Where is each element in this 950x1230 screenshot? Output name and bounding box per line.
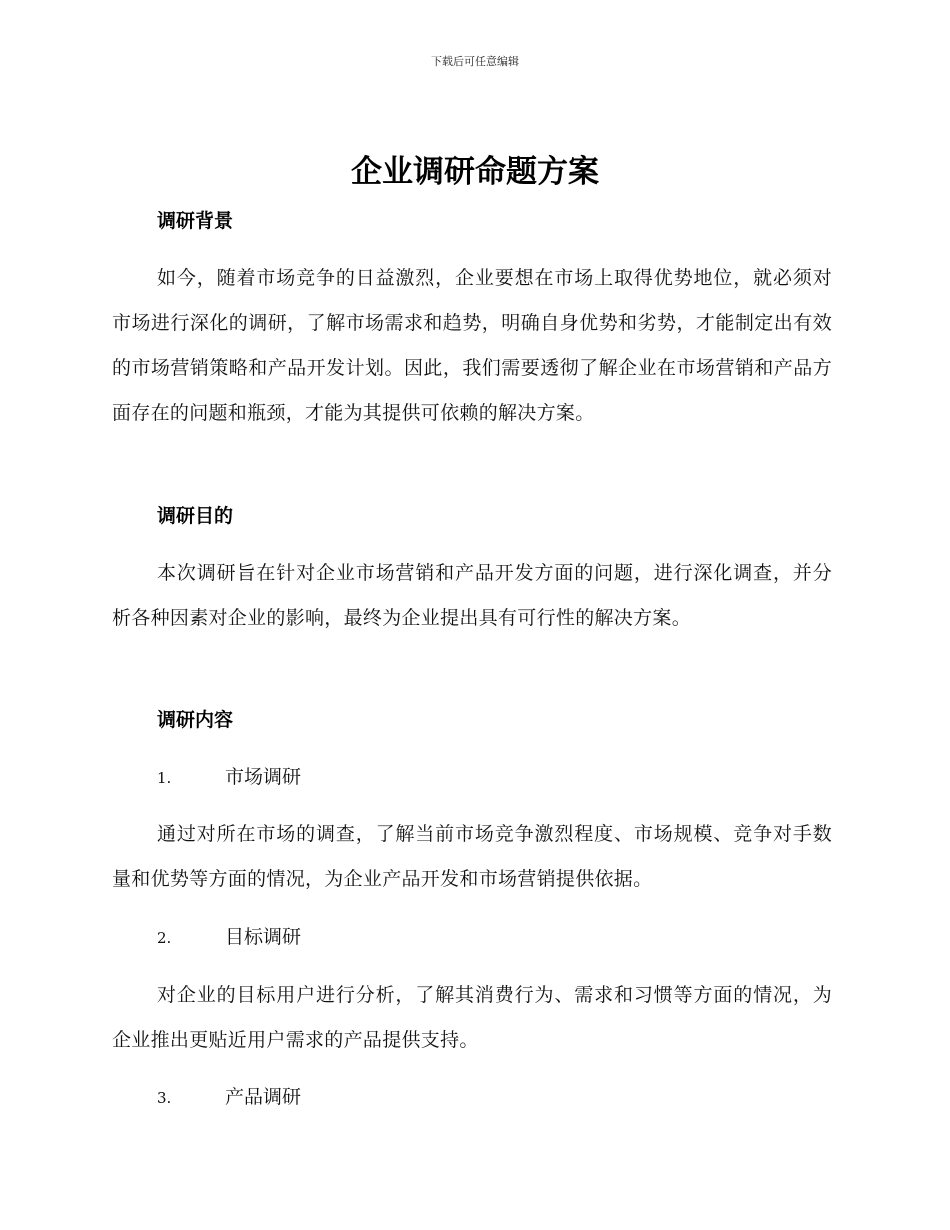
- paragraph-purpose: 本次调研旨在针对企业市场营销和产品开发方面的问题，进行深化调查，并分析各种因素对企业的影响，最终为企业提出具有可行性的解决方案。: [112, 562, 832, 629]
- document-title: 企业调研命题方案: [351, 154, 599, 190]
- list-title: 目标调研: [225, 926, 302, 948]
- list-number: 2.: [157, 929, 172, 947]
- list-number: 3.: [157, 1089, 172, 1107]
- list-item-product: [157, 1084, 301, 1111]
- section-heading-content: 调研内容: [157, 709, 234, 731]
- list-title: 市场调研: [225, 766, 302, 788]
- section-heading-background: 调研背景: [157, 210, 234, 232]
- list-number: 1.: [157, 769, 172, 787]
- list-title: 产品调研: [225, 1086, 302, 1108]
- list-item-market: [157, 764, 301, 791]
- paragraph-market: 通过对所在市场的调查，了解当前市场竞争激烈程度、市场规模、竞争对手数量和优势等方面的情况，为企业产品开发和市场营销提供依据。: [112, 823, 832, 890]
- paragraph-target: 对企业的目标用户进行分析，了解其消费行为、需求和习惯等方面的情况，为企业推出更贴近用户需求的产品提供支持。: [112, 984, 832, 1051]
- page-header: 下载后可任意编辑: [431, 55, 519, 68]
- section-heading-purpose: 调研目的: [157, 505, 234, 527]
- list-item-target: [157, 924, 301, 951]
- paragraph-background: 如今，随着市场竞争的日益激烈，企业要想在市场上取得优势地位，就必须对市场进行深化的调研，了解市场需求和趋势，明确自身优势和劣势，才能制定出有效的市场营销策略和产品开发计划。因此，我们需要透彻了解企业在市场营销和产品方面存在的问题和瓶颈，才能为其提供可依赖的解决方案。: [112, 267, 832, 424]
